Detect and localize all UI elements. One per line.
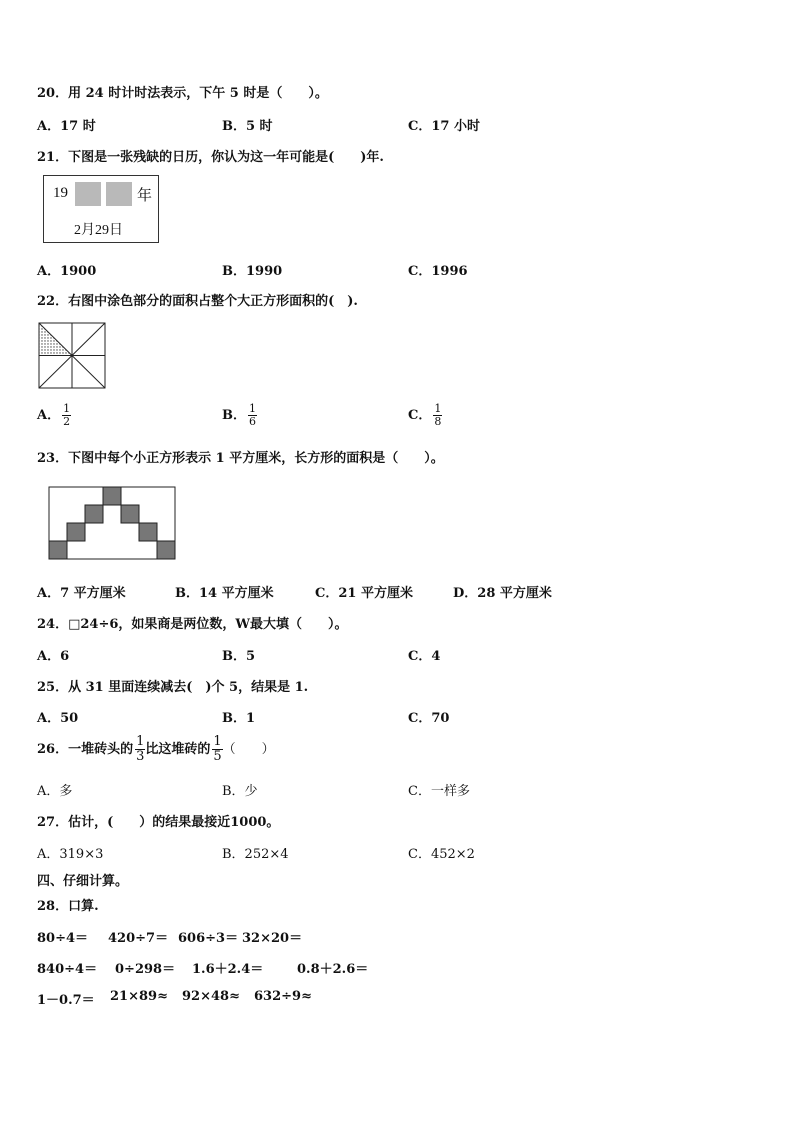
- calc-item: 420÷7＝: [108, 931, 169, 946]
- q27-option-c[interactable]: C．452×2: [408, 847, 475, 862]
- calendar-date: 2月29日: [74, 223, 123, 238]
- q21-option-c[interactable]: C．1996: [408, 264, 468, 279]
- calc-item: 92×48≈: [182, 989, 240, 1004]
- calc-item: 32×20＝: [242, 931, 303, 946]
- calendar-year-prefix: 19: [53, 185, 68, 201]
- calc-item: 1－0.7＝: [37, 993, 95, 1008]
- q23-option-d[interactable]: D．28 平方厘米: [453, 586, 552, 601]
- q27-option-b[interactable]: B．252×4: [222, 847, 289, 862]
- q26-stem: 26．一堆砖头的 $\frac{1}{3}$ 比这堆砖的 $\frac{1}{5}$ （ ）: [37, 734, 275, 764]
- q22-option-b[interactable]: B． $\frac{1}{6}$: [222, 402, 256, 428]
- q20-option-b[interactable]: B．5 时: [222, 119, 273, 134]
- q23-stem: 23．下图中每个小正方形表示 1 平方厘米，长方形的面积是（ ）。: [37, 451, 444, 466]
- calc-item: 606÷3＝: [178, 931, 239, 946]
- q24-stem: 24．□24÷6，如果商是两位数，W最大填（ ）。: [37, 617, 348, 632]
- q22-stem: 22．右图中涂色部分的面积占整个大正方形面积的( ).: [37, 294, 358, 309]
- square-division-figure: [38, 322, 106, 389]
- calc-item: 632÷9≈: [254, 989, 312, 1004]
- q25-option-b[interactable]: B．1: [222, 711, 256, 726]
- q23-option-b[interactable]: B．14 平方厘米: [175, 586, 274, 601]
- calc-item: 21×89≈: [110, 989, 168, 1004]
- q22-option-a[interactable]: A． $\frac{1}{2}$: [37, 402, 71, 428]
- q20-option-c[interactable]: C．17 小时: [408, 119, 480, 134]
- calc-item: 840÷4＝: [37, 962, 98, 977]
- q23-option-a[interactable]: A．7 平方厘米: [37, 586, 126, 601]
- q24-option-c[interactable]: C．4: [408, 649, 441, 664]
- q27-option-a[interactable]: A．319×3: [37, 847, 104, 862]
- calendar-missing-digit: [75, 182, 101, 206]
- calc-item: 0.8＋2.6＝: [297, 962, 369, 977]
- q26-option-c[interactable]: C．一样多: [408, 784, 470, 799]
- q23-option-c[interactable]: C．21 平方厘米: [315, 586, 413, 601]
- calendar-year-suffix: 年: [136, 188, 152, 204]
- torn-calendar: [43, 175, 159, 243]
- section-title: 四、仔细计算。: [37, 874, 129, 889]
- calc-item: 1.6＋2.4＝: [192, 962, 264, 977]
- q21-stem: 21．下图是一张残缺的日历，你认为这一年可能是( )年.: [37, 150, 384, 165]
- q24-option-b[interactable]: B．5: [222, 649, 256, 664]
- q21-option-a[interactable]: A．1900: [37, 264, 97, 279]
- calc-item: 80÷4＝: [37, 931, 89, 946]
- q26-option-b[interactable]: B．少: [222, 784, 258, 799]
- q28-stem: 28．口算.: [37, 899, 99, 914]
- q25-option-a[interactable]: A．50: [37, 711, 79, 726]
- q20-stem: 20．用 24 时计时法表示，下午 5 时是（ ）。: [37, 86, 328, 101]
- q25-stem: 25．从 31 里面连续减去( )个 5，结果是 1.: [37, 680, 309, 695]
- q25-option-c[interactable]: C．70: [408, 711, 450, 726]
- q26-option-a[interactable]: A．多: [37, 784, 73, 799]
- q21-option-b[interactable]: B．1990: [222, 264, 283, 279]
- staircase-grid-figure: [48, 486, 176, 560]
- q27-stem: 27．估计，( ）的结果最接近1000。: [37, 815, 280, 830]
- calc-item: 0÷298＝: [115, 962, 176, 977]
- q24-option-a[interactable]: A．6: [37, 649, 70, 664]
- calendar-missing-digit: [106, 182, 132, 206]
- q20-option-a[interactable]: A．17 时: [37, 119, 96, 134]
- q22-option-c[interactable]: C． $\frac{1}{8}$: [408, 402, 442, 428]
